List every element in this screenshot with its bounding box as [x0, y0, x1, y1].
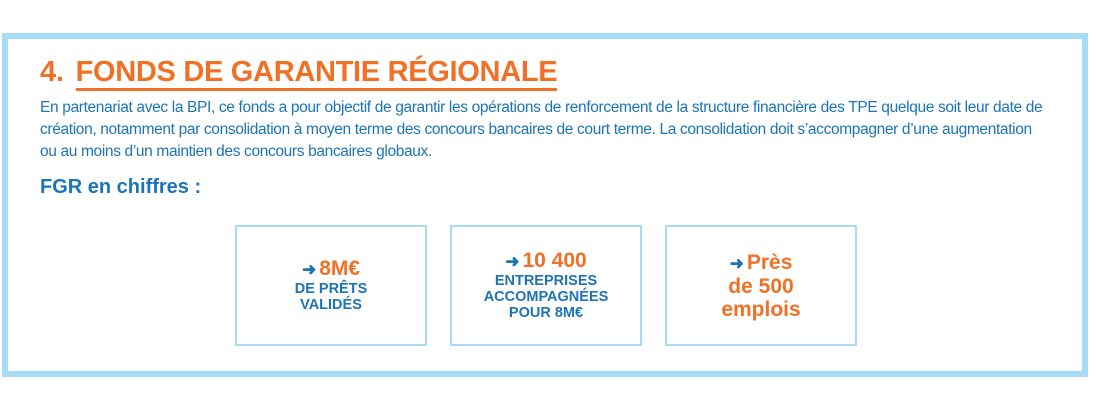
stat-label: de 500 — [728, 274, 794, 298]
stat-label: ACCOMPAGNÉES — [483, 289, 609, 305]
section-title — [40, 56, 557, 89]
section-number: 4. — [40, 56, 64, 88]
stat-label: VALIDÉS — [300, 297, 362, 313]
stat-value: 10 400 — [522, 249, 587, 272]
arrow-right-icon: ➜ — [301, 260, 317, 279]
stat-card-companies — [450, 225, 642, 346]
section-title-text: FONDS DE GARANTIE RÉGIONALE — [76, 56, 558, 91]
section-subtitle: FGR en chiffres : — [40, 176, 202, 198]
stat-value: 8M€ — [319, 257, 361, 280]
stat-card-loans — [235, 225, 427, 346]
stat-card-jobs — [665, 225, 857, 346]
stat-label: ENTREPRISES — [494, 273, 598, 289]
stat-label: POUR 8M€ — [508, 305, 584, 321]
stat-label: emplois — [721, 297, 801, 321]
section-paragraph: En partenariat avec la BPI, ce fonds a pour objectif de garantir les opérations de renforcement de la structure financière des TPE quelque soit leur date de création, notamment par consolidation à moyen terme des concours bancaires de court terme. La consolidation doit s’accompagner d’une augmentation ou au moins d’un maintien des concours bancaires globaux. — [40, 99, 1043, 160]
stat-label: DE PRÊTS — [294, 281, 368, 297]
arrow-right-icon: ➜ — [505, 252, 520, 271]
stat-value: Près — [746, 250, 793, 274]
arrow-right-icon: ➜ — [729, 253, 744, 273]
